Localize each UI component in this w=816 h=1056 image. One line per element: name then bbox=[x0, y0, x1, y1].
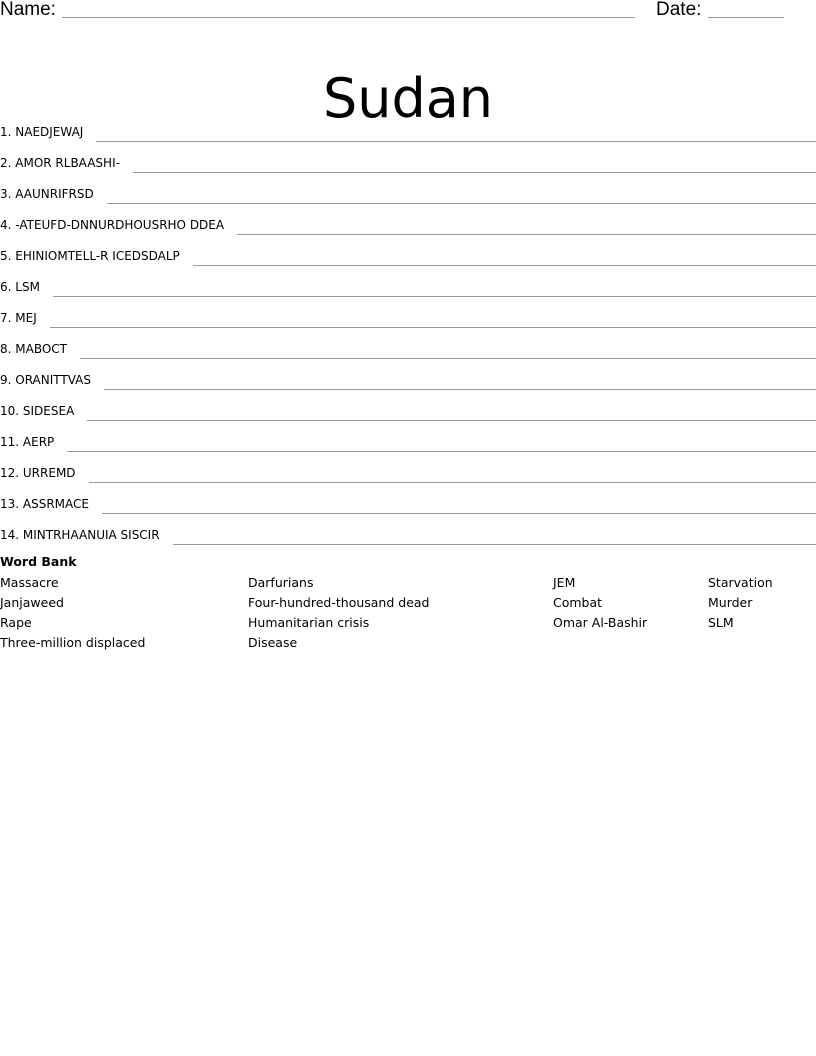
answer-line[interactable] bbox=[96, 140, 816, 142]
answer-line[interactable] bbox=[133, 171, 816, 173]
answer-line[interactable] bbox=[193, 264, 816, 266]
question-label: 4. -ATEUFD-DNNURDHOUSRHO DDEA bbox=[0, 218, 225, 232]
answer-line[interactable] bbox=[237, 233, 816, 235]
date-field-line[interactable] bbox=[708, 17, 784, 18]
question-row bbox=[0, 266, 816, 297]
question-label: 14. MINTRHAANUIA SISCIR bbox=[0, 528, 160, 542]
question-row bbox=[0, 142, 816, 173]
word-bank-item: Humanitarian crisis bbox=[248, 615, 370, 630]
answer-line[interactable] bbox=[173, 543, 816, 545]
word-bank-column bbox=[553, 573, 647, 633]
question-row bbox=[0, 204, 816, 235]
word-bank-item: Three-million displaced bbox=[0, 635, 146, 650]
word-bank-item: Murder bbox=[708, 595, 753, 610]
question-row bbox=[0, 235, 816, 266]
question-label: 11. AERP bbox=[0, 435, 55, 449]
word-bank-item: SLM bbox=[708, 615, 734, 630]
name-label: Name: bbox=[0, 0, 56, 20]
question-label: 9. ORANITTVAS bbox=[0, 373, 92, 387]
question-row bbox=[0, 111, 816, 142]
answer-line[interactable] bbox=[107, 202, 816, 204]
question-label: 8. MABOCT bbox=[0, 342, 68, 356]
word-bank-item: Massacre bbox=[0, 575, 59, 590]
word-bank-item: Omar Al-Bashir bbox=[553, 615, 648, 630]
question-label: 10. SIDESEA bbox=[0, 404, 75, 418]
question-list bbox=[0, 111, 816, 545]
answer-line[interactable] bbox=[104, 388, 816, 390]
question-row bbox=[0, 514, 816, 545]
word-bank-column bbox=[0, 573, 145, 653]
question-row bbox=[0, 421, 816, 452]
worksheet-header bbox=[0, 0, 816, 22]
word-bank-column bbox=[248, 573, 429, 653]
word-bank-item: JEM bbox=[553, 575, 576, 590]
question-label: 12. URREMD bbox=[0, 466, 76, 480]
word-bank-item: Combat bbox=[553, 595, 603, 610]
answer-line[interactable] bbox=[102, 512, 816, 514]
answer-line[interactable] bbox=[89, 481, 816, 483]
question-label: 1. NAEDJEWAJ bbox=[0, 125, 84, 139]
question-row bbox=[0, 173, 816, 204]
question-row bbox=[0, 390, 816, 421]
question-row bbox=[0, 297, 816, 328]
question-row bbox=[0, 328, 816, 359]
answer-line[interactable] bbox=[87, 419, 816, 421]
question-label: 3. AAUNRIFRSD bbox=[0, 187, 94, 201]
answer-line[interactable] bbox=[53, 295, 816, 297]
question-row bbox=[0, 483, 816, 514]
word-bank-item: Darfurians bbox=[248, 575, 314, 590]
answer-line[interactable] bbox=[67, 450, 816, 452]
question-label: 7. MEJ bbox=[0, 311, 37, 325]
question-row bbox=[0, 452, 816, 483]
answer-line[interactable] bbox=[80, 357, 816, 359]
word-bank bbox=[0, 553, 816, 655]
word-bank-column bbox=[708, 573, 773, 633]
word-bank-item: Janjaweed bbox=[0, 595, 64, 610]
name-field-line[interactable] bbox=[62, 17, 635, 18]
word-bank-item: Starvation bbox=[708, 575, 773, 590]
page-title: Sudan bbox=[322, 67, 494, 131]
word-bank-grid bbox=[0, 571, 816, 655]
answer-line[interactable] bbox=[50, 326, 816, 328]
word-bank-item: Four-hundred-thousand dead bbox=[248, 595, 430, 610]
word-bank-item: Rape bbox=[0, 615, 32, 630]
question-label: 5. EHINIOMTELL-R ICEDSDALP bbox=[0, 249, 180, 263]
question-label: 6. LSM bbox=[0, 280, 40, 294]
word-bank-item: Disease bbox=[248, 635, 298, 650]
date-label: Date: bbox=[656, 0, 702, 20]
question-row bbox=[0, 359, 816, 390]
question-label: 13. ASSRMACE bbox=[0, 497, 89, 511]
question-label: 2. AMOR RLBAASHI- bbox=[0, 156, 120, 170]
word-bank-title: Word Bank bbox=[0, 554, 77, 569]
